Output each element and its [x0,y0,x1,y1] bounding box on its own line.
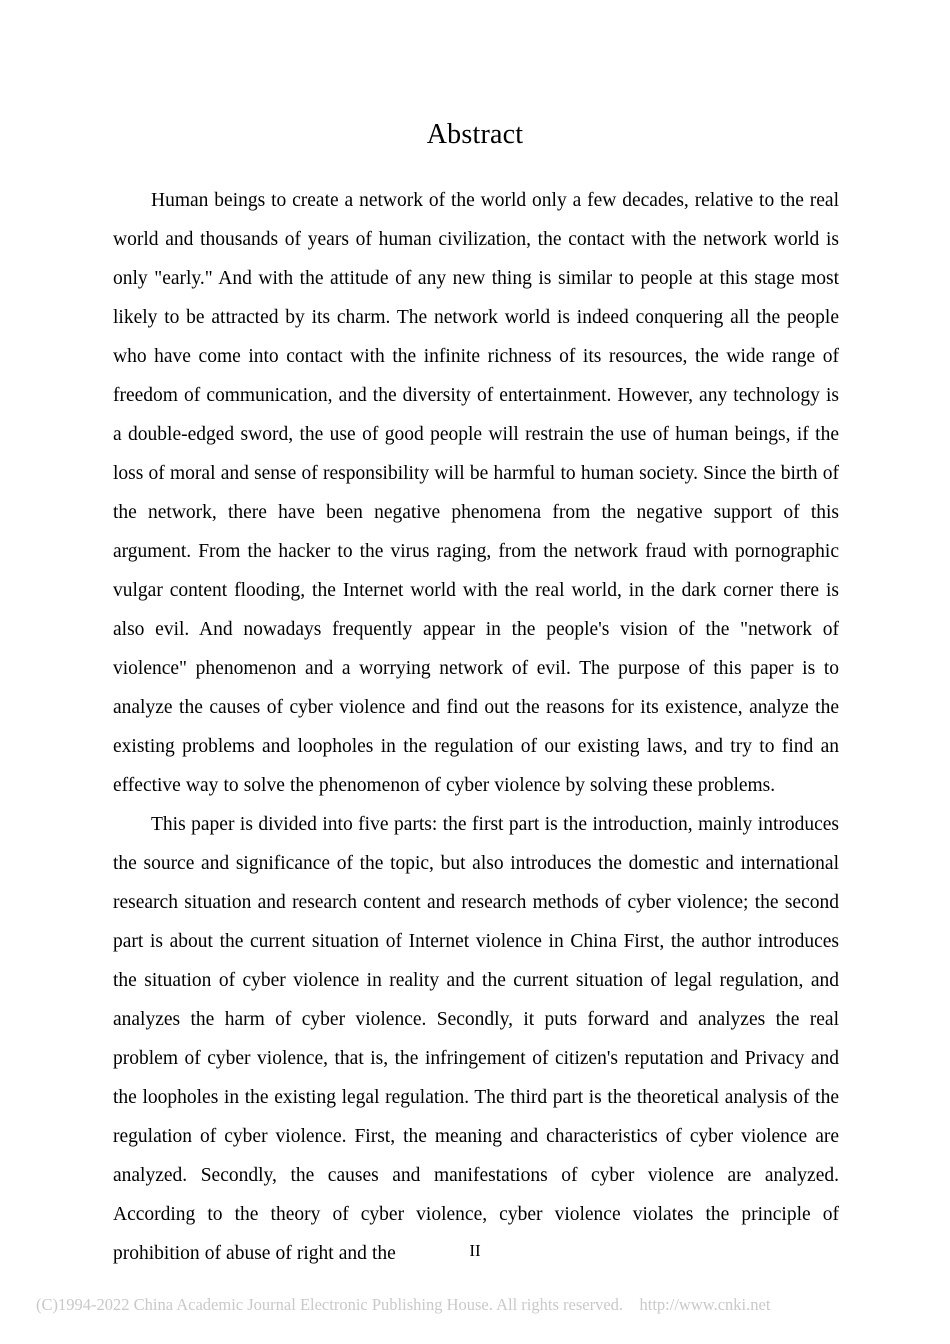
page-number: II [469,1241,481,1260]
copyright-footer: (C)1994-2022 China Academic Journal Electronic Publishing House. All rights reserved. http://www.cnki.net [36,1295,771,1314]
abstract-body [113,181,839,1273]
paragraph: This paper is divided into five parts: the first part is the introduction, mainly introduces the source and significance of the topic, but also introduces the domestic and international research situation and research content and research methods of cyber violence; the second part is about the current situation of Internet violence in China First, the author introduces the situation of cyber violence in reality and the current situation of legal regulation, and analyzes the harm of cyber violence. Secondly, it puts forward and analyzes the real problem of cyber violence, that is, the infringement of citizen's reputation and Privacy and the loopholes in the existing legal regulation. The third part is the theoretical analysis of the regulation of cyber violence. First, the meaning and characteristics of cyber violence are analyzed. Secondly, the causes and manifestations of cyber violence are analyzed. According to the theory of cyber violence, cyber violence violates the principle of prohibition of abuse of right and the [113,814,839,1264]
page-title: Abstract [426,119,524,150]
paragraph: Human beings to create a network of the world only a few decades, relative to the real world and thousands of years of human civilization, the contact with the network world is only "early." And with the attitude of any new thing is similar to people at this stage most likely to be attracted by its charm. The network world is indeed conquering all the people who have come into contact with the infinite richness of its resources, the wide range of freedom of communication, and the diversity of entertainment. However, any technology is a double-edged sword, the use of good people will restrain the use of human beings, if the loss of moral and sense of responsibility will be harmful to human society. Since the birth of the network, there have been negative phenomena from the negative support of this argument. From the hacker to the virus raging, from the network fraud with pornographic vulgar content flooding, the Internet world with the real world, in the dark corner there is also evil. And nowadays frequently appear in the people's vision of the "network of violence" phenomenon and a worrying network of evil. The purpose of this paper is to analyze the causes of cyber violence and find out the reasons for its existence, analyze the existing problems and loopholes in the regulation of our existing laws, and try to find an effective way to solve the phenomenon of cyber violence by solving these problems. [113,190,839,796]
